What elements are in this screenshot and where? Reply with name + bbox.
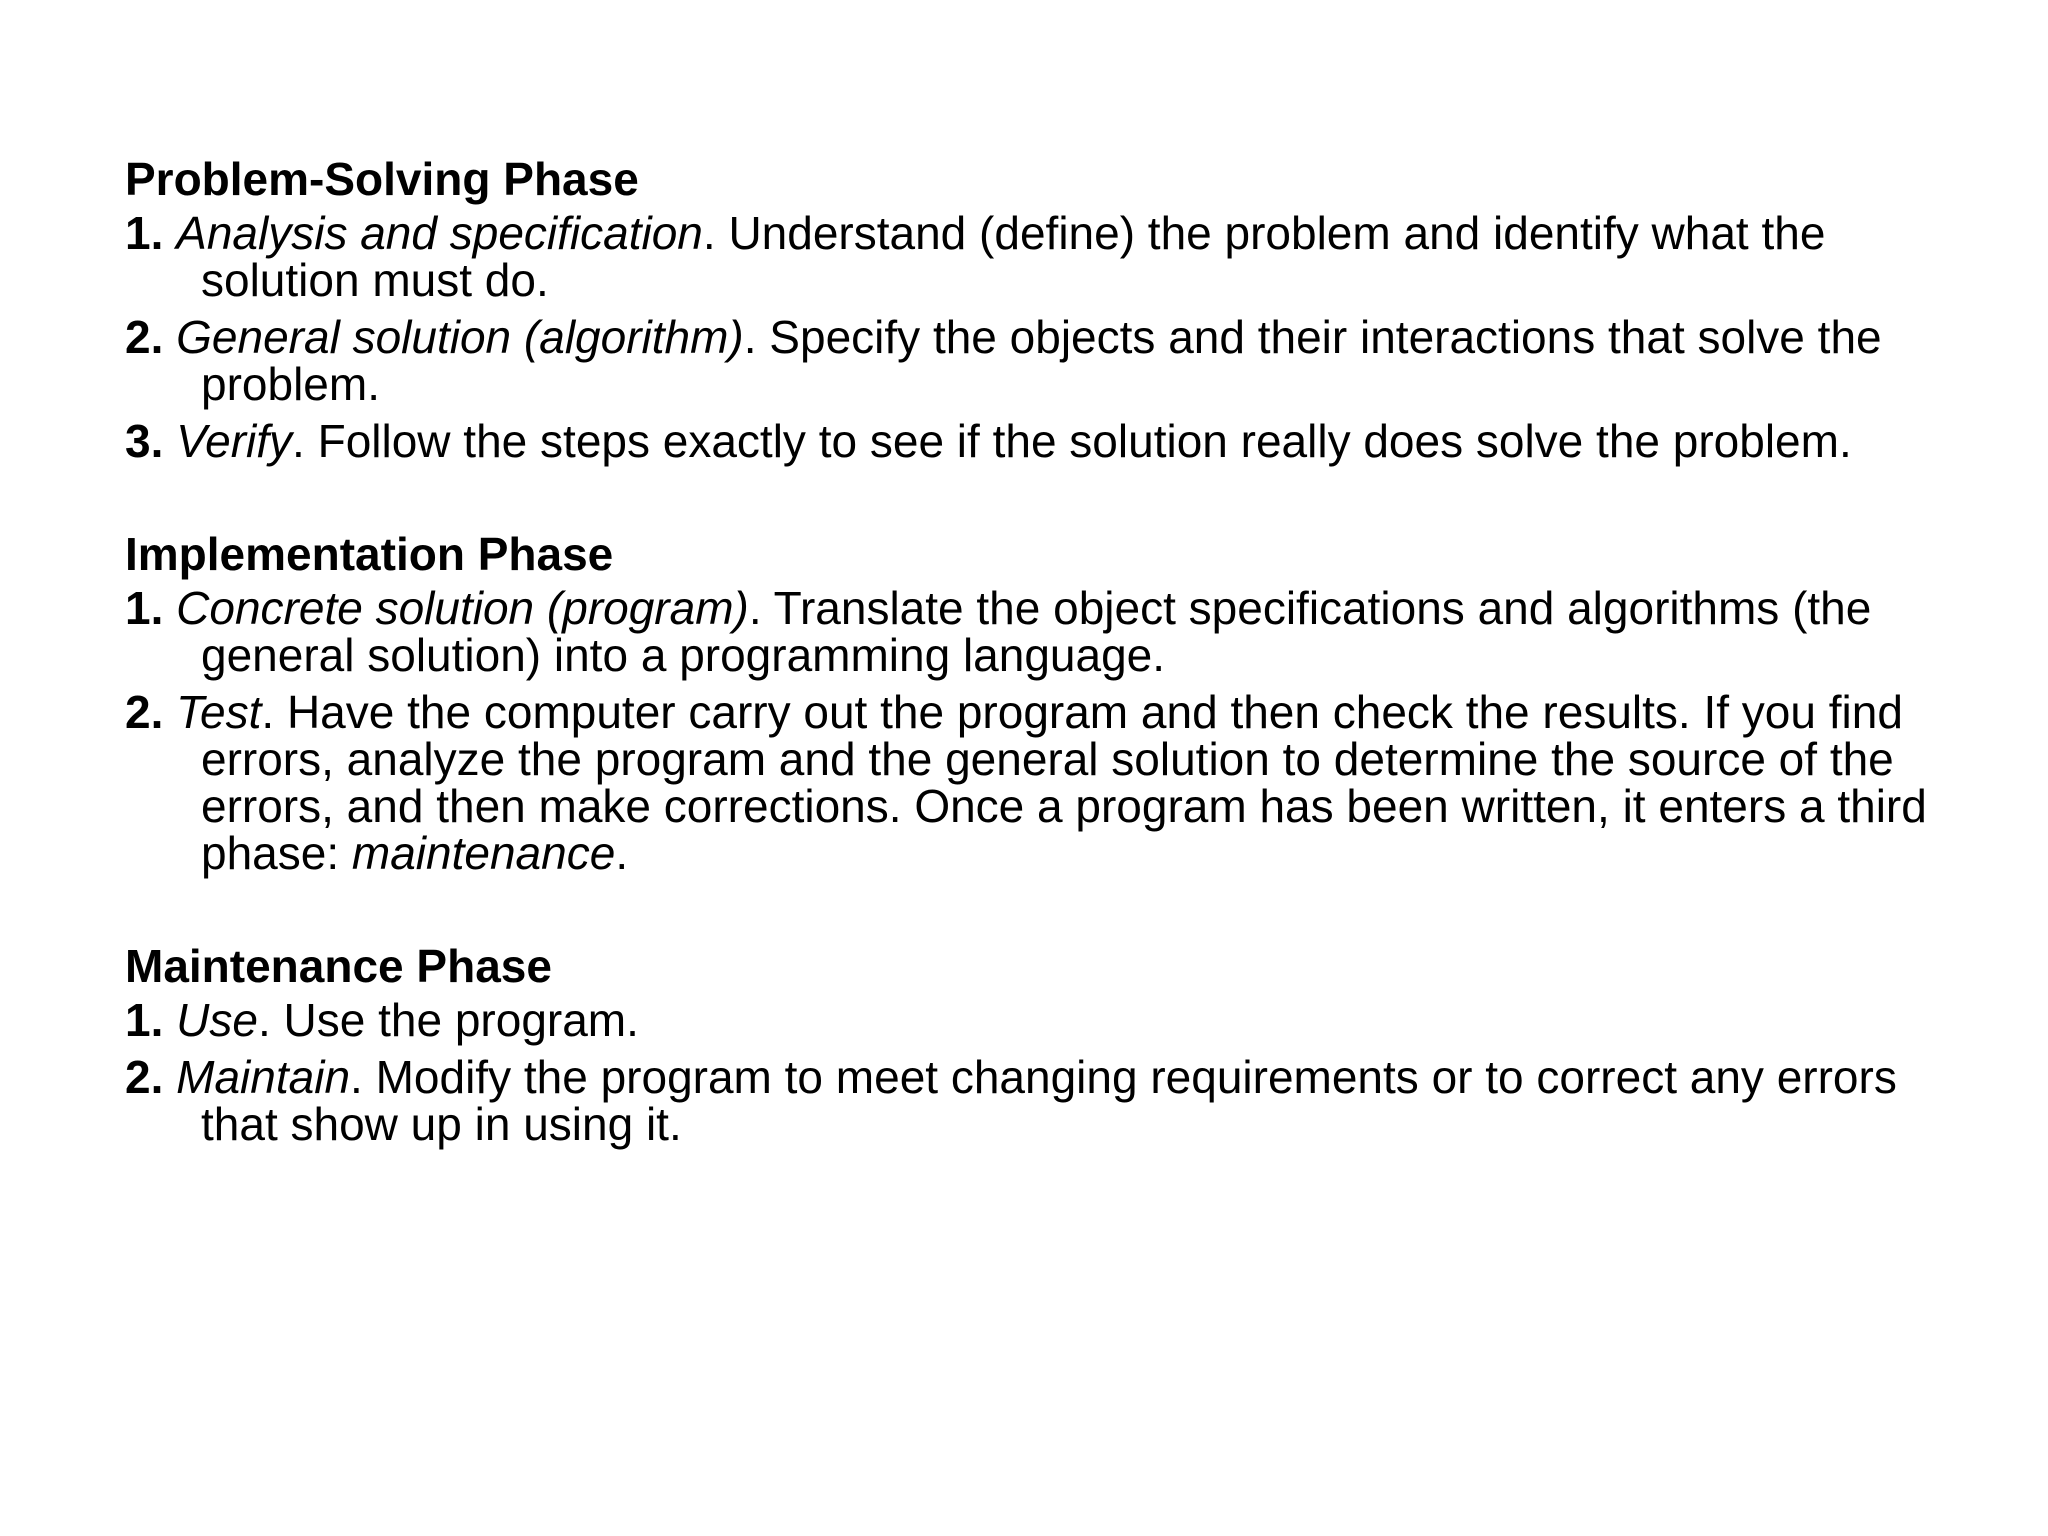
item-text: . Translate the object specifications and algorithms (the general solution) into a programming language. (201, 582, 1872, 681)
section-heading: Maintenance Phase (125, 940, 552, 992)
item-number: 2. (125, 686, 164, 738)
step-list (125, 994, 1965, 1150)
item-trailing-term: maintenance (351, 827, 616, 879)
list-item (125, 686, 1965, 879)
section-maintenance (125, 937, 1965, 1148)
item-number: 2. (125, 1051, 164, 1103)
item-term: Test (176, 686, 262, 738)
item-term: Verify (176, 415, 293, 467)
item-term: Maintain (176, 1051, 351, 1103)
document-body (125, 150, 1965, 1158)
list-item (125, 207, 1965, 306)
item-text: . Modify the program to meet changing requirements or to correct any errors that show up in using it. (201, 1051, 1897, 1150)
list-item (125, 582, 1965, 681)
section-problem-solving (125, 150, 1965, 465)
item-text: . Follow the steps exactly to see if the solution really does solve the problem. (292, 415, 1852, 467)
section-heading: Problem-Solving Phase (125, 153, 639, 205)
item-term: Analysis and specification (176, 207, 703, 259)
item-term: Concrete solution (program) (176, 582, 749, 634)
item-term: General solution (algorithm) (176, 311, 744, 363)
item-number: 3. (125, 415, 164, 467)
item-number: 1. (125, 207, 164, 259)
item-number: 1. (125, 582, 164, 634)
section-heading: Implementation Phase (125, 528, 614, 580)
step-list (125, 207, 1965, 467)
item-text: . Specify the objects and their interactions that solve the problem. (201, 311, 1882, 410)
section-implementation (125, 525, 1965, 877)
list-item (125, 1051, 1965, 1150)
list-item (125, 994, 1965, 1046)
item-text: . Have the computer carry out the program and then check the results. If you find errors, analyze the program and the general solution to determine the source of the errors, and then make corrections. Once a program has been written, it enters a third phase: (201, 686, 1927, 879)
list-item (125, 415, 1965, 467)
step-list (125, 582, 1965, 879)
item-trailing-text: . (615, 827, 629, 879)
item-text: . Understand (define) the problem and identify what the solution must do. (201, 207, 1826, 306)
item-text: . Use the program. (257, 994, 639, 1046)
item-number: 2. (125, 311, 164, 363)
item-number: 1. (125, 994, 164, 1046)
item-term: Use (176, 994, 258, 1046)
list-item (125, 311, 1965, 410)
